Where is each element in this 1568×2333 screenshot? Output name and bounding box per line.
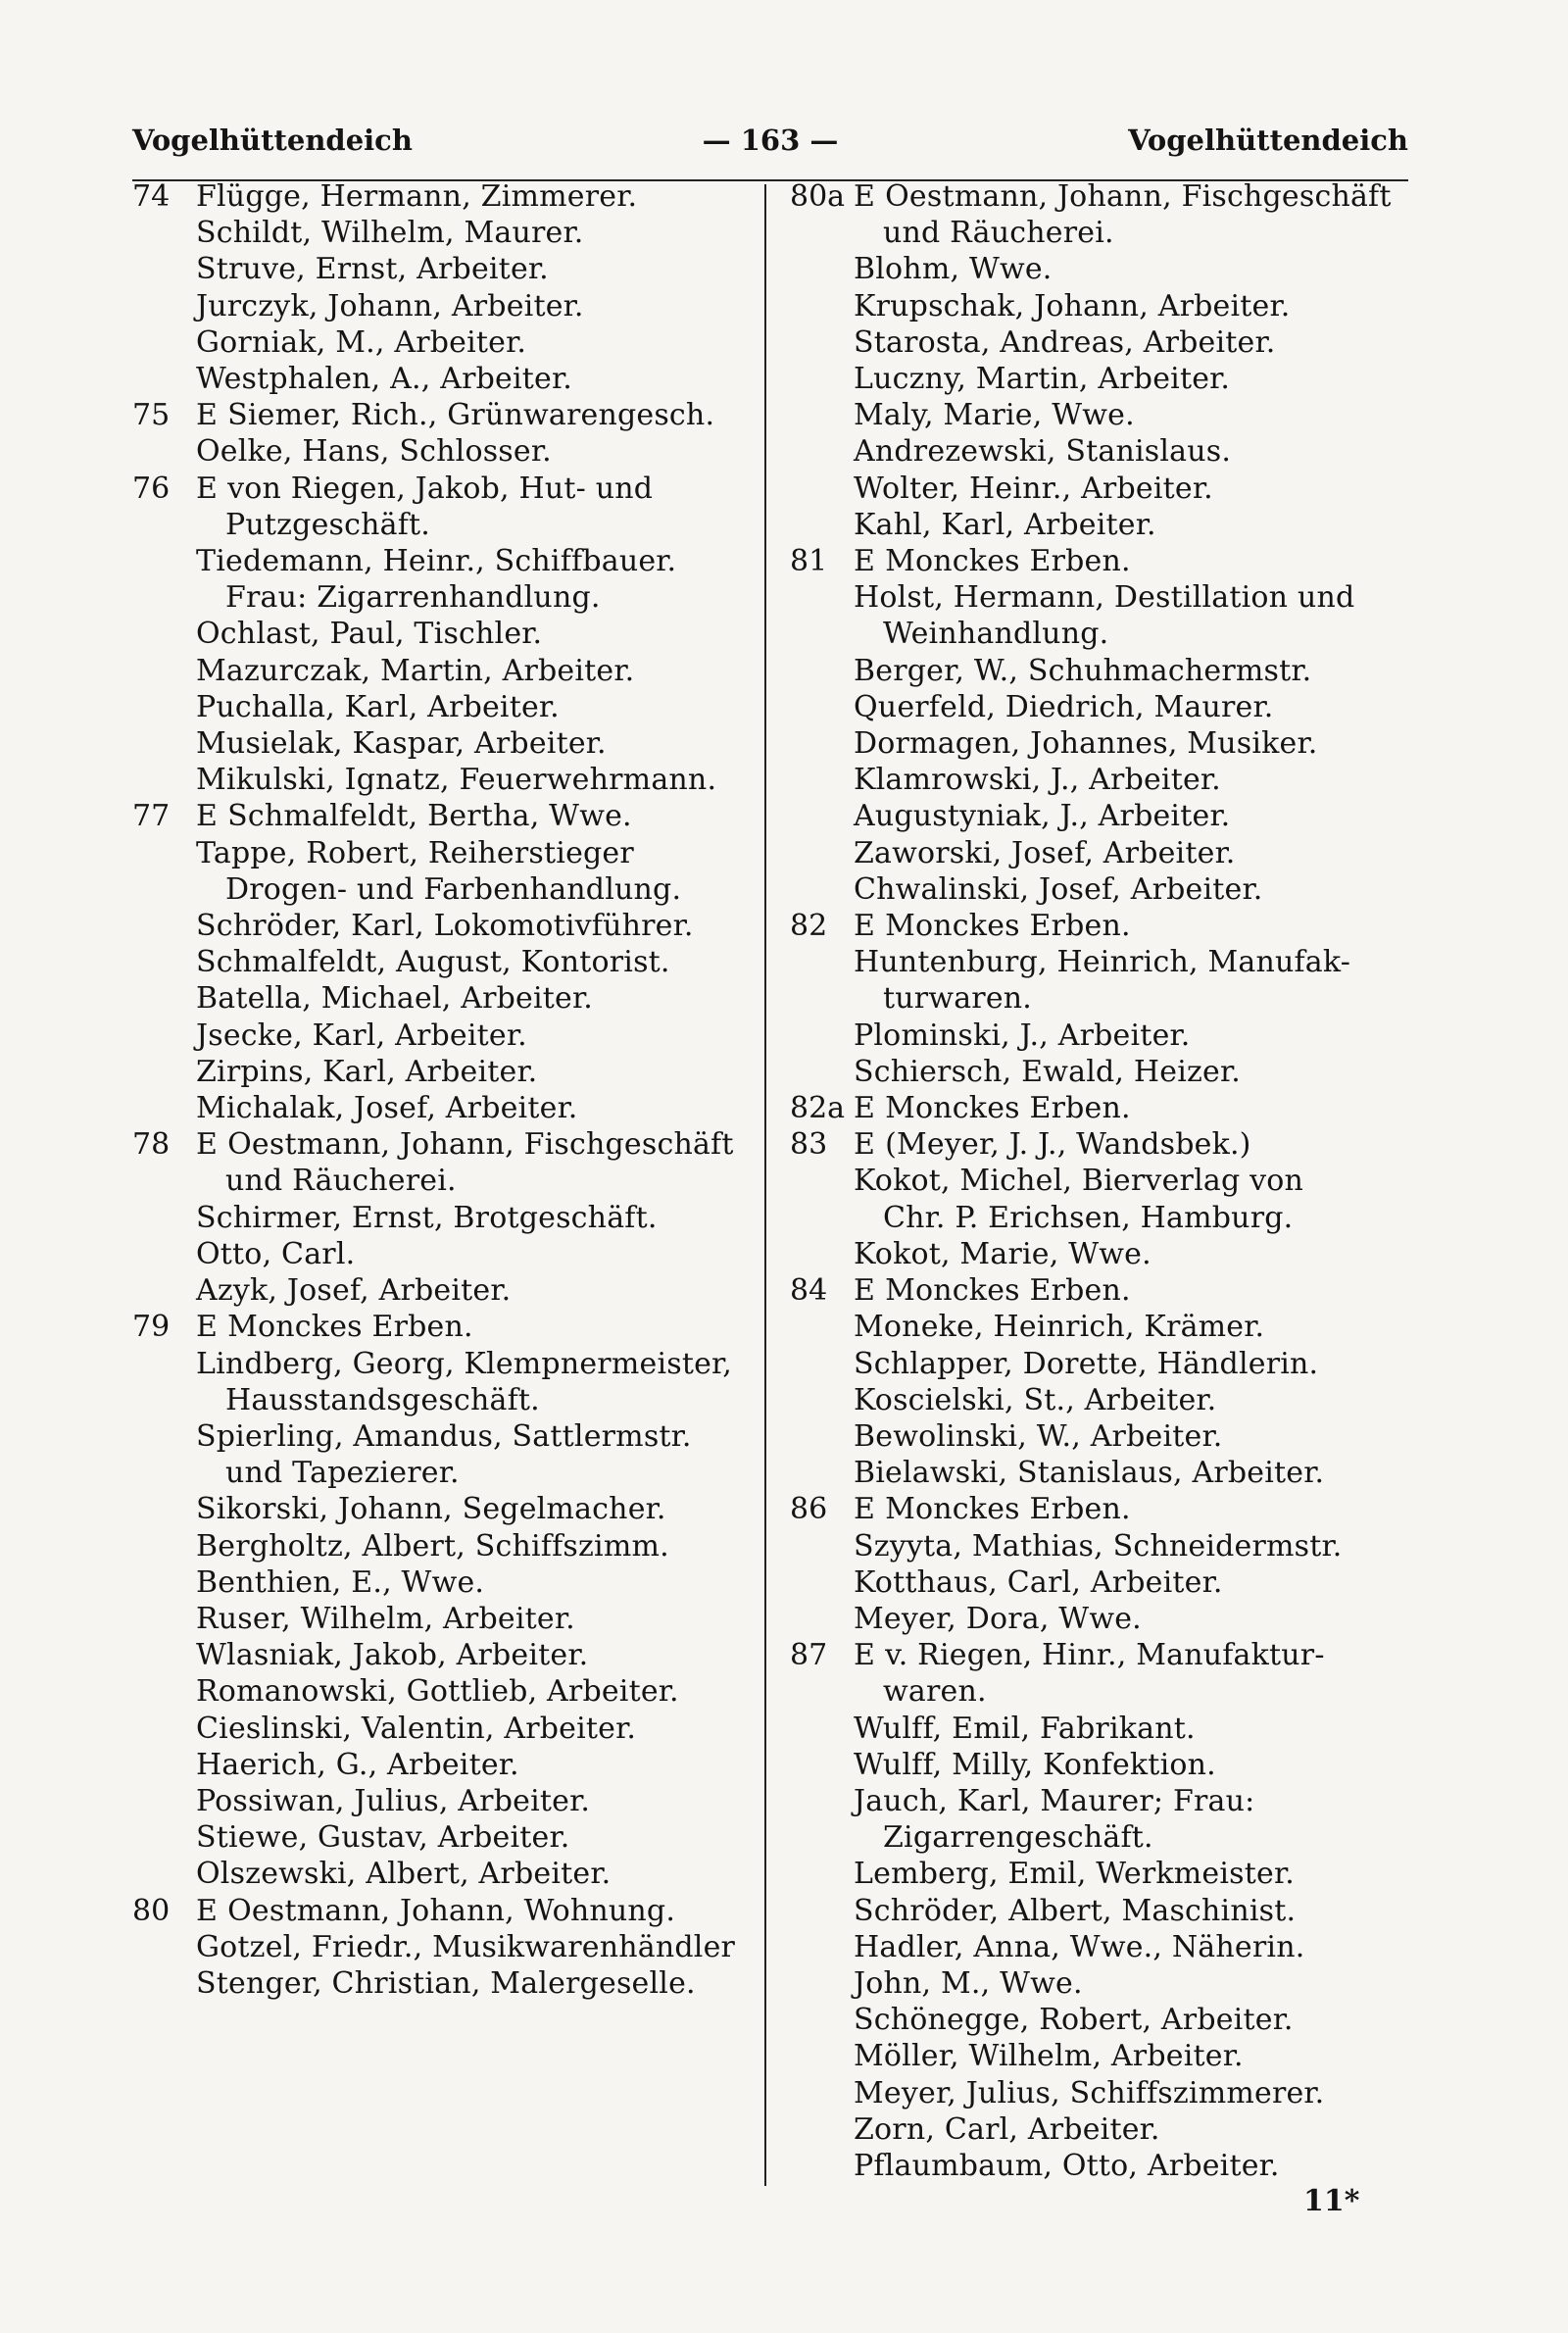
resident-entry <box>790 1747 1417 1783</box>
resident-line: Plominski, J., Arbeiter. <box>854 1018 1191 1053</box>
resident-entry <box>790 1346 1417 1382</box>
house-number: 82a <box>790 1091 846 1126</box>
owner-mark: E <box>196 398 219 433</box>
entry-line: Monckes Erben. <box>885 1091 1131 1126</box>
resident-entry <box>132 1965 745 2002</box>
entry-line: Monckes Erben. <box>885 909 1131 944</box>
resident-line: Sikorski, Johann, Segelmacher. <box>196 1492 666 1527</box>
house-entry <box>132 1893 745 1929</box>
house-entry <box>132 1309 745 1345</box>
resident-entry <box>132 1054 745 1090</box>
resident-line: Gorniak, M., Arbeiter. <box>196 324 527 360</box>
resident-line: Jsecke, Karl, Arbeiter. <box>196 1018 527 1053</box>
resident-line: Stiewe, Gustav, Arbeiter. <box>196 1820 570 1856</box>
house-number: 78 <box>132 1127 171 1163</box>
resident-entry <box>132 980 745 1017</box>
resident-continuation: Weinhandlung. <box>883 617 1109 652</box>
resident-entry <box>132 361 745 397</box>
resident-line: Azyk, Josef, Arbeiter. <box>196 1273 512 1309</box>
resident-line: Kokot, Michel, Bierverlag von <box>854 1164 1304 1199</box>
house-entry <box>790 1090 1417 1126</box>
resident-line: Olszewski, Albert, Arbeiter. <box>196 1857 612 1892</box>
resident-line: Hadler, Anna, Wwe., Näherin. <box>854 1929 1305 1964</box>
resident-line: Schlapper, Dorette, Händlerin. <box>854 1346 1319 1381</box>
resident-entry <box>132 324 745 361</box>
entry-line: Schmalfeldt, Bertha, Wwe. <box>227 799 632 834</box>
resident-line: Ruser, Wilhelm, Arbeiter. <box>196 1601 575 1636</box>
resident-entry <box>790 471 1417 507</box>
resident-entry <box>132 215 745 251</box>
resident-entry <box>790 1054 1417 1090</box>
house-number: 83 <box>790 1127 828 1163</box>
entry-line: Monckes Erben. <box>885 1492 1131 1527</box>
resident-entry <box>132 1528 745 1564</box>
resident-line: Jauch, Karl, Maurer; Frau: <box>854 1783 1255 1818</box>
resident-line: Zorn, Carl, Arbeiter. <box>854 2111 1160 2147</box>
resident-continuation: und Tapezierer. <box>225 1456 460 1491</box>
house-entry <box>790 1637 1417 1710</box>
owner-mark: E <box>196 1310 219 1345</box>
entry-continuation: Putzgeschäft. <box>225 507 431 542</box>
resident-entry <box>790 251 1417 287</box>
house-number: 75 <box>132 398 171 433</box>
resident-entry <box>132 1783 745 1819</box>
resident-entry <box>132 689 745 725</box>
resident-entry <box>790 579 1417 652</box>
house-number: 76 <box>132 471 171 506</box>
resident-continuation: Zigarrengeschäft. <box>883 1820 1153 1856</box>
left-column <box>132 178 745 2002</box>
resident-entry <box>790 725 1417 762</box>
resident-entry <box>790 689 1417 725</box>
resident-line: Szyyta, Mathias, Schneidermstr. <box>854 1528 1343 1564</box>
resident-line: Wulff, Milly, Konfektion. <box>854 1747 1216 1782</box>
house-number: 74 <box>132 179 171 214</box>
resident-entry <box>790 871 1417 908</box>
resident-line: Blohm, Wwe. <box>854 252 1053 287</box>
resident-line: Bewolinski, W., Arbeiter. <box>854 1418 1223 1454</box>
entry-line: Oestmann, Johann, Fischgeschäft <box>227 1127 734 1163</box>
resident-line: Wlasniak, Jakob, Arbeiter. <box>196 1638 589 1673</box>
resident-line: Schmalfeldt, August, Kontorist. <box>196 945 670 980</box>
resident-entry <box>790 798 1417 834</box>
resident-line: Jurczyk, Johann, Arbeiter. <box>196 288 584 323</box>
house-entry <box>132 397 745 433</box>
resident-entry <box>132 1637 745 1673</box>
resident-line: Berger, W., Schuhmachermstr. <box>854 653 1312 688</box>
resident-entry <box>790 1564 1417 1601</box>
resident-entry <box>790 2002 1417 2038</box>
resident-line: Meyer, Dora, Wwe. <box>854 1601 1142 1636</box>
resident-line: Querfeld, Diedrich, Maurer. <box>854 689 1274 724</box>
resident-entry <box>790 1455 1417 1491</box>
resident-line: Tiedemann, Heinr., Schiffbauer. <box>196 544 677 579</box>
resident-entry <box>132 1673 745 1710</box>
entry-line: Oestmann, Johann, Wohnung. <box>227 1893 676 1928</box>
owner-mark: E <box>196 1127 219 1163</box>
entry-line: Siemer, Rich., Grünwarengesch. <box>227 398 715 433</box>
resident-line: John, M., Wwe. <box>854 1965 1083 2001</box>
resident-line: Mazurczak, Martin, Arbeiter. <box>196 653 635 688</box>
resident-entry <box>132 1711 745 1747</box>
house-entry <box>790 1126 1417 1163</box>
resident-line: Starosta, Andreas, Arbeiter. <box>854 324 1276 360</box>
entry-line: Monckes Erben. <box>885 544 1131 579</box>
resident-line: Schröder, Albert, Maschinist. <box>854 1893 1297 1928</box>
resident-entry <box>132 1418 745 1491</box>
resident-entry <box>790 762 1417 798</box>
entry-continuation: und Räucherei. <box>883 216 1114 251</box>
resident-entry <box>132 1018 745 1054</box>
resident-entry <box>132 1090 745 1126</box>
resident-line: Wulff, Emil, Fabrikant. <box>854 1711 1196 1746</box>
house-number: 80 <box>132 1893 171 1928</box>
house-number: 81 <box>790 544 828 579</box>
house-number: 82 <box>790 909 828 944</box>
resident-line: Zaworski, Josef, Arbeiter. <box>854 835 1236 870</box>
resident-entry <box>790 2038 1417 2074</box>
entry-line: Monckes Erben. <box>227 1310 473 1345</box>
resident-line: Kahl, Karl, Arbeiter. <box>854 507 1156 542</box>
resident-line: Otto, Carl. <box>196 1236 356 1271</box>
resident-line: Tappe, Robert, Reiherstieger <box>196 835 634 870</box>
resident-entry <box>790 653 1417 689</box>
resident-continuation: turwaren. <box>883 981 1033 1017</box>
resident-line: Benthien, E., Wwe. <box>196 1564 485 1600</box>
resident-entry <box>790 1236 1417 1272</box>
resident-line: Moneke, Heinrich, Krämer. <box>854 1310 1265 1345</box>
resident-line: Schönegge, Robert, Arbeiter. <box>854 2003 1294 2038</box>
resident-entry <box>790 361 1417 397</box>
house-entry <box>790 543 1417 579</box>
resident-entry <box>790 1309 1417 1345</box>
entry-line: Oestmann, Johann, Fischgeschäft <box>885 179 1392 214</box>
resident-entry <box>790 1601 1417 1637</box>
owner-mark: E <box>854 544 876 579</box>
resident-line: Maly, Marie, Wwe. <box>854 398 1135 433</box>
column-divider <box>764 184 766 2186</box>
owner-mark: E <box>196 799 219 834</box>
resident-line: Schröder, Karl, Lokomotivführer. <box>196 909 694 944</box>
resident-line: Kokot, Marie, Wwe. <box>854 1236 1152 1271</box>
house-entry <box>790 908 1417 944</box>
resident-entry <box>132 908 745 944</box>
resident-entry <box>132 1929 745 1965</box>
entry-line: von Riegen, Jakob, Hut- und <box>227 471 654 506</box>
resident-continuation: Frau: Zigarrenhandlung. <box>225 580 601 616</box>
resident-line: Bielawski, Stanislaus, Arbeiter. <box>854 1456 1325 1491</box>
resident-entry <box>790 1382 1417 1418</box>
resident-continuation: Drogen- und Farbenhandlung. <box>225 871 682 907</box>
resident-line: Dormagen, Johannes, Musiker. <box>854 726 1318 762</box>
resident-line: Holst, Hermann, Destillation und <box>854 580 1355 616</box>
resident-line: Luczny, Martin, Arbeiter. <box>854 362 1231 397</box>
resident-line: Musielak, Kaspar, Arbeiter. <box>196 726 607 762</box>
resident-line: Haerich, G., Arbeiter. <box>196 1747 519 1782</box>
resident-entry <box>790 507 1417 543</box>
owner-mark: E <box>854 1638 876 1673</box>
resident-entry <box>132 1272 745 1309</box>
resident-continuation: Hausstandsgeschäft. <box>225 1382 540 1417</box>
house-number: 79 <box>132 1310 171 1345</box>
owner-mark: E <box>854 909 876 944</box>
resident-line: Ochlast, Paul, Tischler. <box>196 617 543 652</box>
resident-entry <box>132 1601 745 1637</box>
house-entry <box>132 798 745 834</box>
entry-line: Monckes Erben. <box>885 1273 1131 1309</box>
entry-continuation: waren. <box>883 1674 987 1710</box>
resident-entry <box>790 397 1417 433</box>
header-right-title: Vogelhüttendeich <box>1128 124 1408 157</box>
resident-line: Lemberg, Emil, Werkmeister. <box>854 1857 1295 1892</box>
house-number: 77 <box>132 799 171 834</box>
resident-entry <box>132 288 745 324</box>
resident-entry <box>132 1564 745 1601</box>
resident-line: Koscielski, St., Arbeiter. <box>854 1382 1217 1417</box>
resident-line: Pflaumbaum, Otto, Arbeiter. <box>854 2148 1280 2183</box>
resident-entry <box>132 1346 745 1418</box>
page-number: — 163 — <box>702 124 839 157</box>
resident-line: Augustyniak, J., Arbeiter. <box>854 799 1231 834</box>
resident-entry <box>790 1711 1417 1747</box>
resident-line: Schirmer, Ernst, Brotgeschäft. <box>196 1200 658 1235</box>
resident-entry <box>132 835 745 908</box>
resident-entry <box>132 251 745 287</box>
entry-line: (Meyer, J. J., Wandsbek.) <box>885 1127 1251 1163</box>
resident-entry <box>132 653 745 689</box>
resident-entry <box>132 543 745 616</box>
sheet-signature: 11* <box>1303 2184 1360 2218</box>
resident-line: Möller, Wilhelm, Arbeiter. <box>854 2039 1244 2074</box>
resident-line: Batella, Michael, Arbeiter. <box>196 981 593 1017</box>
house-entry <box>790 1491 1417 1527</box>
resident-entry <box>790 324 1417 361</box>
resident-line: Puchalla, Karl, Arbeiter. <box>196 689 560 724</box>
resident-line: Oelke, Hans, Schlosser. <box>196 434 552 470</box>
right-column <box>790 178 1417 2184</box>
resident-entry <box>132 1747 745 1783</box>
resident-line: Romanowski, Gottlieb, Arbeiter. <box>196 1674 679 1710</box>
resident-entry <box>790 1965 1417 2002</box>
resident-line: Andrezewski, Stanislaus. <box>854 434 1232 470</box>
house-entry <box>790 178 1417 251</box>
owner-mark: E <box>196 1893 219 1928</box>
resident-entry <box>790 288 1417 324</box>
resident-line: Possiwan, Julius, Arbeiter. <box>196 1783 591 1818</box>
resident-entry <box>790 835 1417 871</box>
resident-line: Michalak, Josef, Arbeiter. <box>196 1091 578 1126</box>
owner-mark: E <box>854 1492 876 1527</box>
resident-line: Spierling, Amandus, Sattlermstr. <box>196 1418 692 1454</box>
owner-mark: E <box>854 179 876 214</box>
resident-entry <box>790 1893 1417 1929</box>
resident-entry <box>790 1783 1417 1856</box>
resident-entry <box>132 1236 745 1272</box>
resident-entry <box>132 433 745 470</box>
resident-line: Kotthaus, Carl, Arbeiter. <box>854 1564 1223 1600</box>
resident-line: Stenger, Christian, Malergeselle. <box>196 1965 696 2001</box>
resident-entry <box>132 725 745 762</box>
resident-entry <box>790 2075 1417 2111</box>
resident-line: Meyer, Julius, Schiffszimmerer. <box>854 2075 1325 2110</box>
resident-entry <box>132 944 745 980</box>
house-number: 80a <box>790 179 846 214</box>
resident-entry <box>132 762 745 798</box>
resident-entry <box>132 1856 745 1892</box>
entry-line: v. Riegen, Hinr., Manufaktur- <box>885 1638 1325 1673</box>
house-entry <box>132 178 745 215</box>
resident-line: Krupschak, Johann, Arbeiter. <box>854 288 1291 323</box>
header-left-title: Vogelhüttendeich <box>132 124 413 157</box>
resident-entry <box>790 1418 1417 1455</box>
owner-mark: E <box>196 471 219 506</box>
resident-entry <box>132 616 745 652</box>
resident-line: Wolter, Heinr., Arbeiter. <box>854 471 1213 506</box>
resident-entry <box>132 1819 745 1856</box>
resident-entry <box>790 1163 1417 1235</box>
resident-line: Bergholtz, Albert, Schiffszimm. <box>196 1528 669 1564</box>
resident-entry <box>790 433 1417 470</box>
resident-entry <box>790 1528 1417 1564</box>
resident-line: Schiersch, Ewald, Heizer. <box>854 1054 1241 1089</box>
owner-mark: E <box>854 1273 876 1309</box>
resident-line: Cieslinski, Valentin, Arbeiter. <box>196 1711 637 1746</box>
resident-line: Struve, Ernst, Arbeiter. <box>196 252 549 287</box>
owner-mark: E <box>854 1091 876 1126</box>
page-header <box>132 124 1408 167</box>
resident-entry <box>790 2111 1417 2148</box>
resident-line: Gotzel, Friedr., Musikwarenhändler <box>196 1929 736 1964</box>
resident-entry <box>790 944 1417 1017</box>
resident-entry <box>790 1856 1417 1892</box>
house-number: 87 <box>790 1638 828 1673</box>
resident-line: Chwalinski, Josef, Arbeiter. <box>854 871 1263 907</box>
house-entry <box>132 1126 745 1199</box>
entry-line: Flügge, Hermann, Zimmerer. <box>196 179 638 214</box>
resident-line: Schildt, Wilhelm, Maurer. <box>196 216 584 251</box>
house-entry <box>790 1272 1417 1309</box>
entry-continuation: und Räucherei. <box>225 1164 457 1199</box>
resident-continuation: Chr. P. Erichsen, Hamburg. <box>883 1200 1294 1235</box>
resident-line: Lindberg, Georg, Klempnermeister, <box>196 1346 733 1381</box>
resident-entry <box>132 1491 745 1527</box>
house-entry <box>132 471 745 543</box>
resident-entry <box>132 1200 745 1236</box>
resident-entry <box>790 1929 1417 1965</box>
resident-entry <box>790 2148 1417 2184</box>
house-number: 86 <box>790 1492 828 1527</box>
resident-line: Zirpins, Karl, Arbeiter. <box>196 1054 538 1089</box>
resident-line: Huntenburg, Heinrich, Manufak- <box>854 945 1351 980</box>
resident-line: Westphalen, A., Arbeiter. <box>196 362 572 397</box>
owner-mark: E <box>854 1127 876 1163</box>
house-number: 84 <box>790 1273 828 1309</box>
resident-entry <box>790 1018 1417 1054</box>
resident-line: Mikulski, Ignatz, Feuerwehrmann. <box>196 763 717 798</box>
resident-line: Klamrowski, J., Arbeiter. <box>854 763 1221 798</box>
